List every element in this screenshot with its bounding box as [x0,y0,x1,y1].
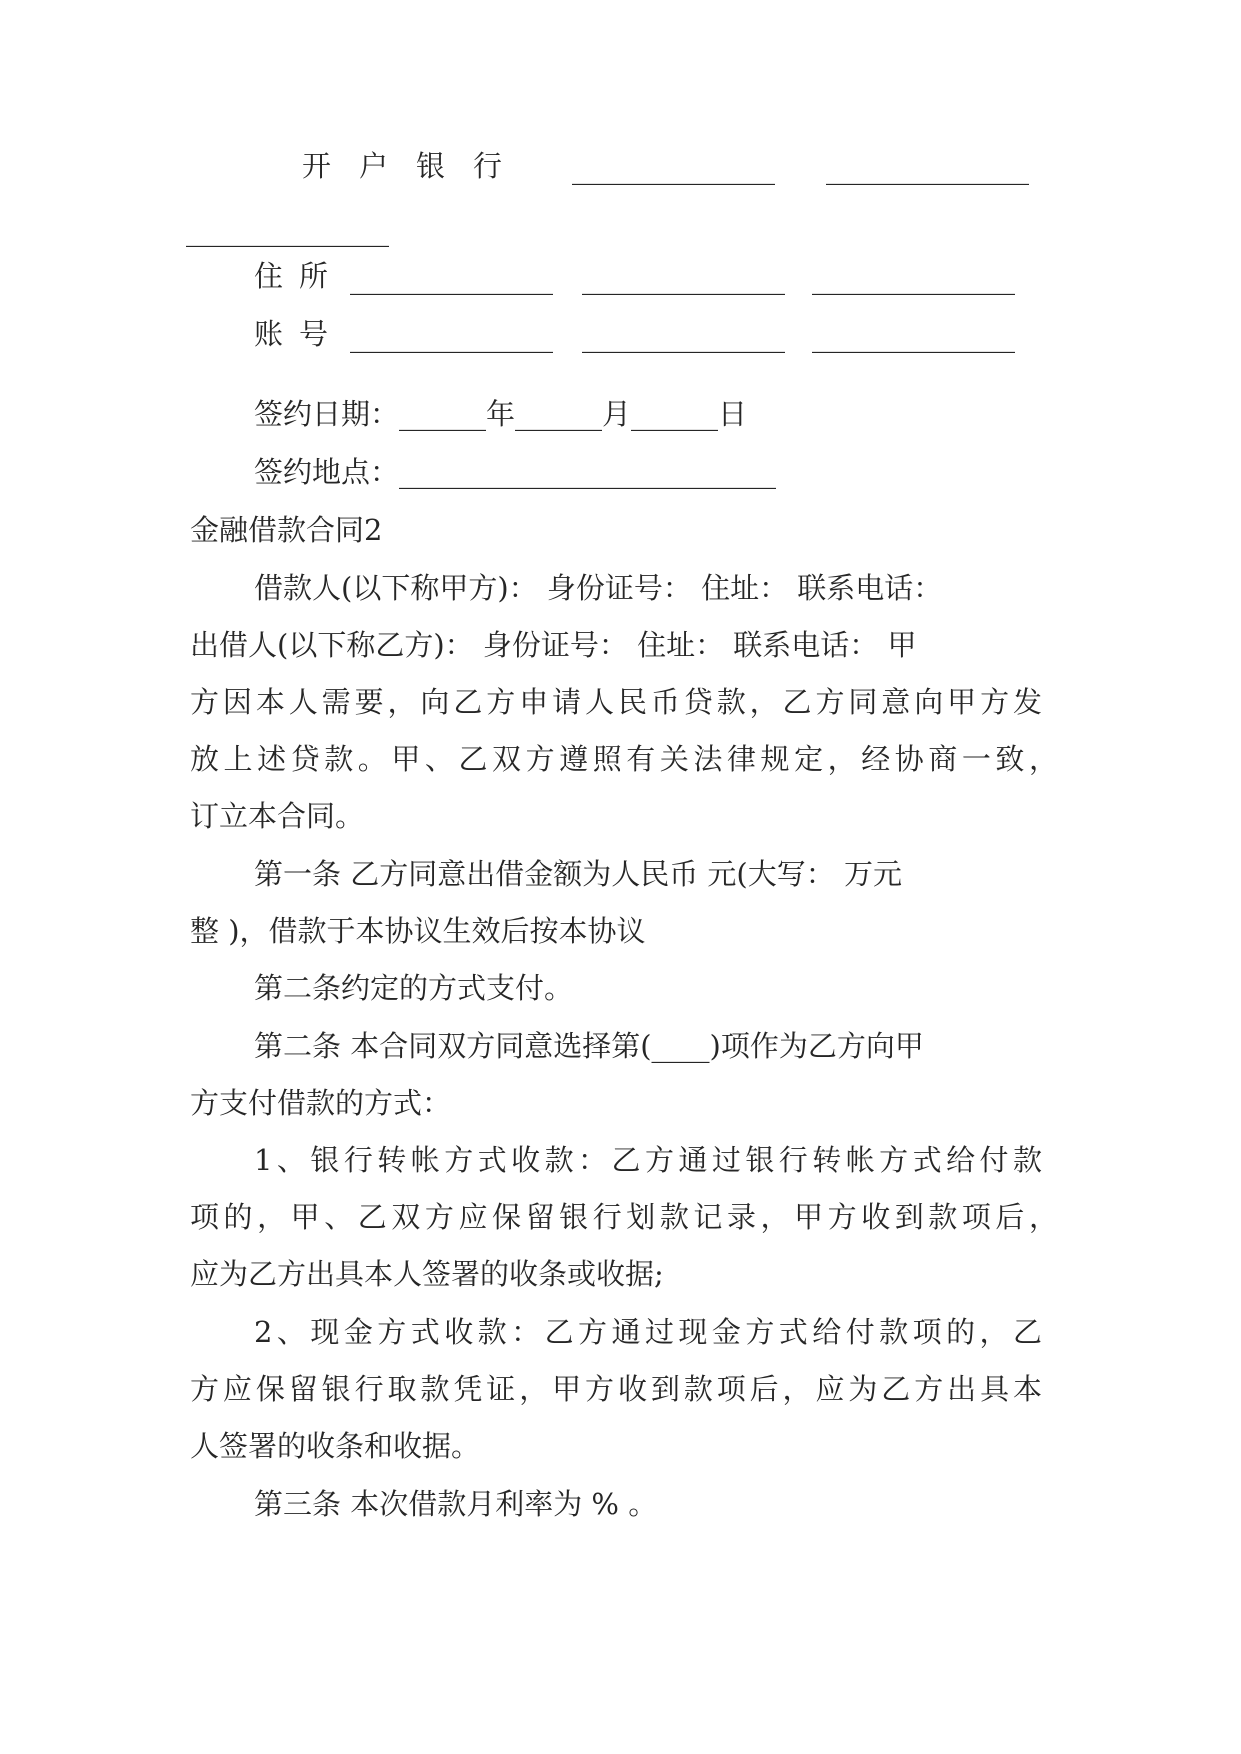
bank-blank-2: ______________ [826,151,1029,185]
paragraph-line: 第二条 本合同双方同意选择第(____)项作为乙方向甲 [254,1029,924,1063]
account-label: 账号 [254,317,345,351]
sign-date-blank-year: ______ [399,397,487,431]
sign-date-month: 月 [602,397,632,431]
address-blank-1: ______________ [350,261,553,295]
document-title: 金融借款合同2 [190,513,383,547]
sign-date-blank-day: ______ [631,397,719,431]
paragraph-line: 第一条 乙方同意出借金额为人民币 元(大写： 万元 [254,857,902,891]
paragraph-line: 1、银行转帐方式收款：乙方通过银行转帐方式给付款 [254,1143,1042,1177]
account-blank-2: ______________ [582,319,785,353]
paragraph-line: 出借人(以下称乙方)： 身份证号： 住址： 联系电话： 甲 [190,628,917,662]
paragraph-line: 第二条约定的方式支付。 [254,971,574,1005]
sign-place-label: 签约地点： [254,455,400,489]
paragraph-line: 人签署的收条和收据。 [190,1429,481,1463]
paragraph-line: 2、现金方式收款：乙方通过现金方式给付款项的，乙 [254,1315,1042,1349]
paragraph-line: 整 )，借款于本协议生效后按本协议 [190,914,646,948]
bank-blank-1: ______________ [572,151,775,185]
paragraph-line: 方因本人需要，向乙方申请人民币贷款，乙方同意向甲方发 [190,685,1042,719]
account-blank-1: ______________ [350,319,553,353]
sign-place-row [254,452,776,492]
paragraph-line: 借款人(以下称甲方)： 身份证号： 住址： 联系电话： [254,571,943,605]
address-label: 住所 [254,259,345,293]
paragraph-line: 方支付借款的方式： [190,1086,452,1120]
sign-date-year: 年 [486,397,516,431]
sign-date-day: 日 [718,397,748,431]
address-blank-2: ______________ [582,261,785,295]
sign-date-row [254,394,747,434]
account-blank-3: ______________ [812,319,1015,353]
bank-label: 开户银行 [302,149,531,183]
bank-blank-3: ______________ [186,213,389,247]
paragraph-line: 项的，甲、乙双方应保留银行划款记录，甲方收到款项后， [190,1200,1058,1234]
sign-date-blank-month: ______ [515,397,603,431]
sign-date-label: 签约日期： [254,397,400,431]
address-blank-3: ______________ [812,261,1015,295]
paragraph-line: 第三条 本次借款月利率为 % 。 [254,1487,658,1521]
paragraph-line: 放上述贷款。甲、乙双方遵照有关法律规定，经协商一致， [190,742,1058,776]
paragraph-line: 应为乙方出具本人签署的收条或收据; [190,1257,664,1291]
paragraph-line: 订立本合同。 [190,799,365,833]
paragraph-line: 方应保留银行取款凭证，甲方收到款项后，应为乙方出具本 [190,1372,1042,1406]
sign-place-blank: __________________________ [399,455,777,489]
